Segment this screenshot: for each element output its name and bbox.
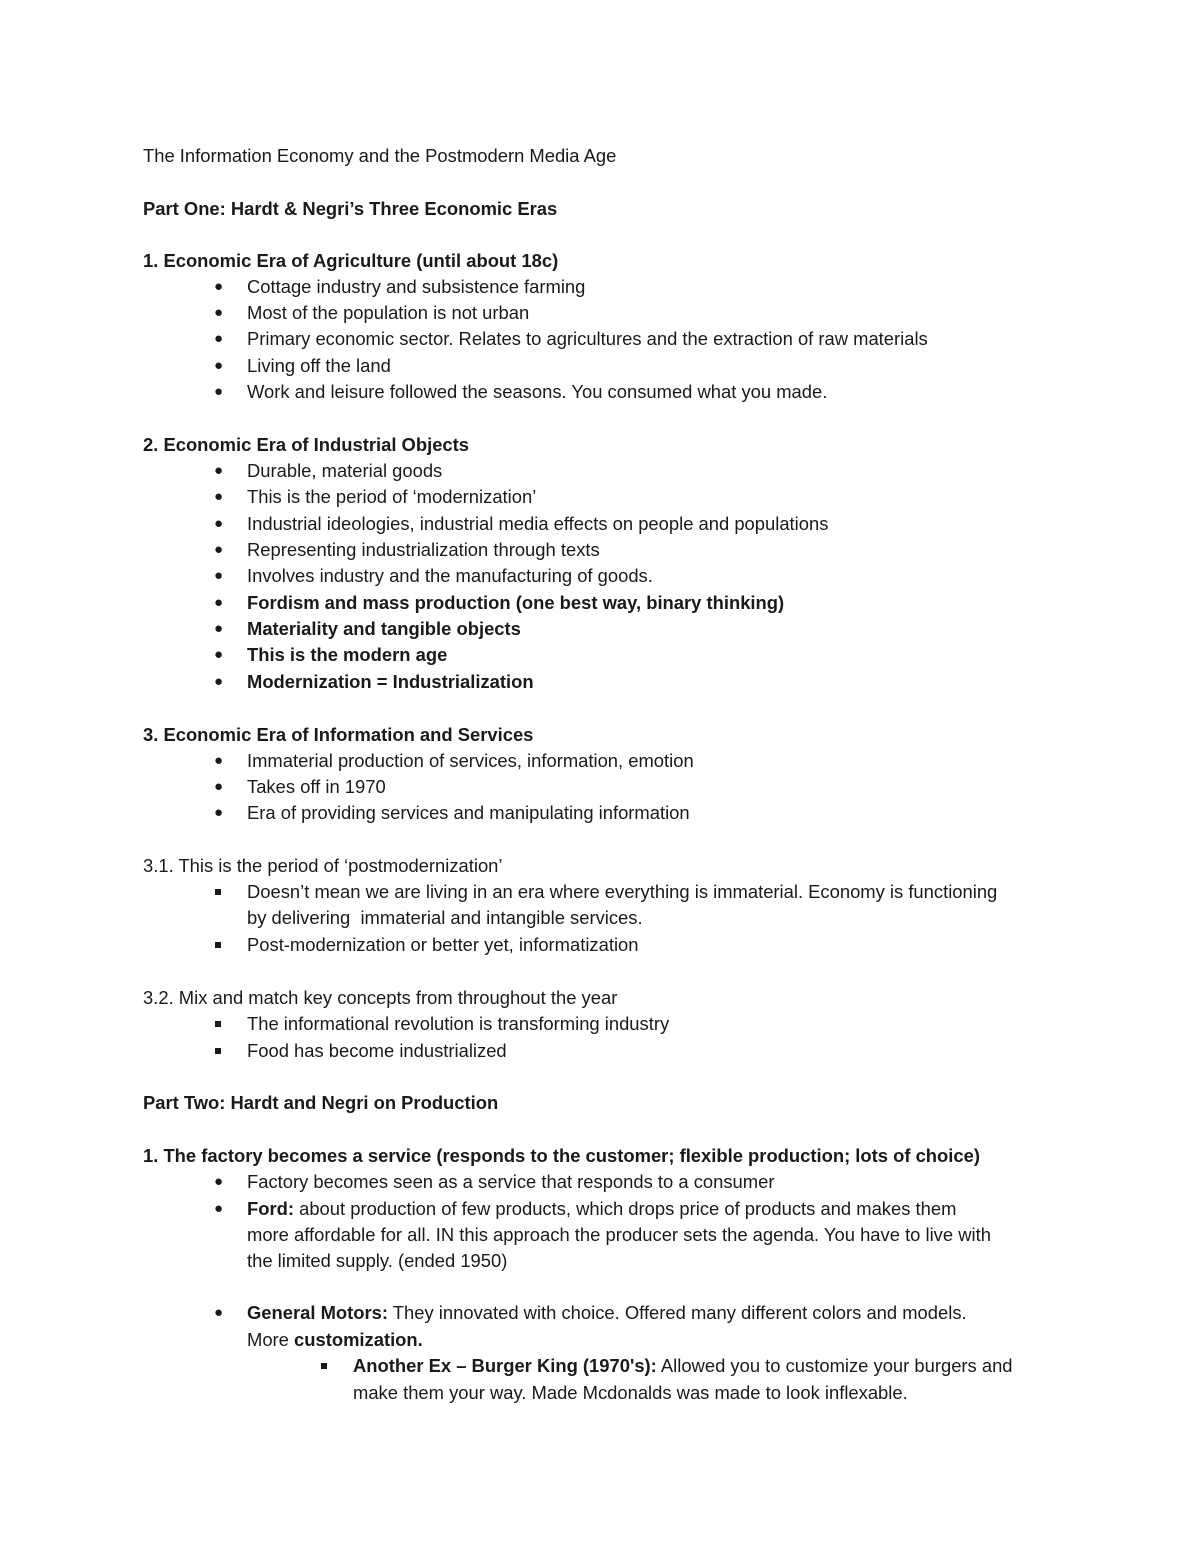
gm-label: General Motors: [247, 1302, 389, 1323]
square-bullet-icon [215, 1021, 221, 1027]
bullet-icon: ● [214, 567, 224, 584]
bullet-icon: ● [214, 620, 224, 637]
era1-heading: 1. Economic Era of Agriculture (until about 18c) [143, 250, 559, 271]
square-bullet-icon [321, 1363, 327, 1369]
bullet-icon: ● [214, 541, 224, 558]
part-two-heading: Part Two: Hardt and Negri on Production [143, 1092, 499, 1113]
era3-heading: 3. Economic Era of Information and Services [143, 724, 534, 745]
bullet-icon: ● [214, 278, 224, 295]
bullet-icon: ● [214, 1304, 224, 1321]
bullet-icon: ● [214, 752, 224, 769]
list-item-continuation: more affordable for all. IN this approach the producer sets the agenda. You have to live with [247, 1224, 991, 1245]
gm-customization: customization. [294, 1329, 423, 1350]
ford-label: Ford: [247, 1198, 294, 1219]
list-item: Work and leisure followed the seasons. You consumed what you made. [247, 381, 828, 402]
list-item: Food has become industrialized [247, 1040, 507, 1061]
part-one-heading: Part One: Hardt & Negri’s Three Economic Eras [143, 198, 558, 219]
list-item-ford [247, 1196, 956, 1222]
bullet-icon: ● [214, 304, 224, 321]
list-item: Cottage industry and subsistence farming [247, 276, 586, 297]
list-item: Post-modernization or better yet, informatization [247, 934, 639, 955]
list-item: Era of providing services and manipulating information [247, 802, 690, 823]
list-item: Takes off in 1970 [247, 776, 386, 797]
era2-heading: 2. Economic Era of Industrial Objects [143, 434, 470, 455]
list-item: Modernization = Industrialization [247, 671, 534, 692]
list-item: Representing industrialization through texts [247, 539, 600, 560]
bullet-icon: ● [214, 357, 224, 374]
bullet-icon: ● [214, 804, 224, 821]
list-item: Doesn’t mean we are living in an era where everything is immaterial. Economy is functioning [247, 881, 998, 902]
list-item-continuation: the limited supply. (ended 1950) [247, 1250, 508, 1271]
list-item: Living off the land [247, 355, 391, 376]
bullet-icon: ● [214, 1200, 224, 1217]
bullet-icon: ● [214, 778, 224, 795]
bullet-icon: ● [214, 462, 224, 479]
list-item: Factory becomes seen as a service that responds to a consumer [247, 1171, 775, 1192]
bk-label: Another Ex – Burger King (1970's): [353, 1355, 657, 1376]
list-item: Involves industry and the manufacturing of goods. [247, 565, 653, 586]
square-bullet-icon [215, 889, 221, 895]
square-bullet-icon [215, 1048, 221, 1054]
list-item: This is the period of ‘modernization’ [247, 486, 537, 507]
bullet-icon: ● [214, 330, 224, 347]
list-item-continuation: by delivering immaterial and intangible services. [247, 907, 643, 928]
list-item: Industrial ideologies, industrial media effects on people and populations [247, 513, 829, 534]
list-item-continuation [247, 1327, 423, 1353]
document-title: The Information Economy and the Postmodern Media Age [143, 145, 617, 166]
gm-text: They innovated with choice. Offered many different colors and models. [388, 1302, 967, 1323]
bullet-icon: ● [214, 673, 224, 690]
list-item: Most of the population is not urban [247, 302, 530, 323]
ford-text: about production of few products, which drops price of products and makes them [293, 1198, 957, 1219]
square-bullet-icon [215, 942, 221, 948]
part-two-sub1-heading: 1. The factory becomes a service (responds to the customer; flexible production; lots of choice) [143, 1145, 980, 1166]
bullet-icon: ● [214, 488, 224, 505]
list-item: Immaterial production of services, information, emotion [247, 750, 694, 771]
list-item: Durable, material goods [247, 460, 443, 481]
list-item-gm [247, 1300, 967, 1326]
section-3-2-heading: 3.2. Mix and match key concepts from throughout the year [143, 987, 618, 1008]
bullet-icon: ● [214, 646, 224, 663]
section-3-1-heading: 3.1. This is the period of ‘postmodernization’ [143, 855, 503, 876]
list-item-continuation: make them your way. Made Mcdonalds was made to look inflexable. [353, 1382, 908, 1403]
bullet-icon: ● [214, 515, 224, 532]
list-item: Materiality and tangible objects [247, 618, 521, 639]
bk-text: Allowed you to customize your burgers and [656, 1355, 1013, 1376]
list-item: Primary economic sector. Relates to agricultures and the extraction of raw materials [247, 328, 928, 349]
bullet-icon: ● [214, 1173, 224, 1190]
list-item: Fordism and mass production (one best way, binary thinking) [247, 592, 785, 613]
bullet-icon: ● [214, 383, 224, 400]
list-item: This is the modern age [247, 644, 448, 665]
list-item: The informational revolution is transforming industry [247, 1013, 670, 1034]
list-item-burger-king [353, 1353, 1013, 1379]
bullet-icon: ● [214, 594, 224, 611]
gm-text-more: More [247, 1329, 295, 1350]
